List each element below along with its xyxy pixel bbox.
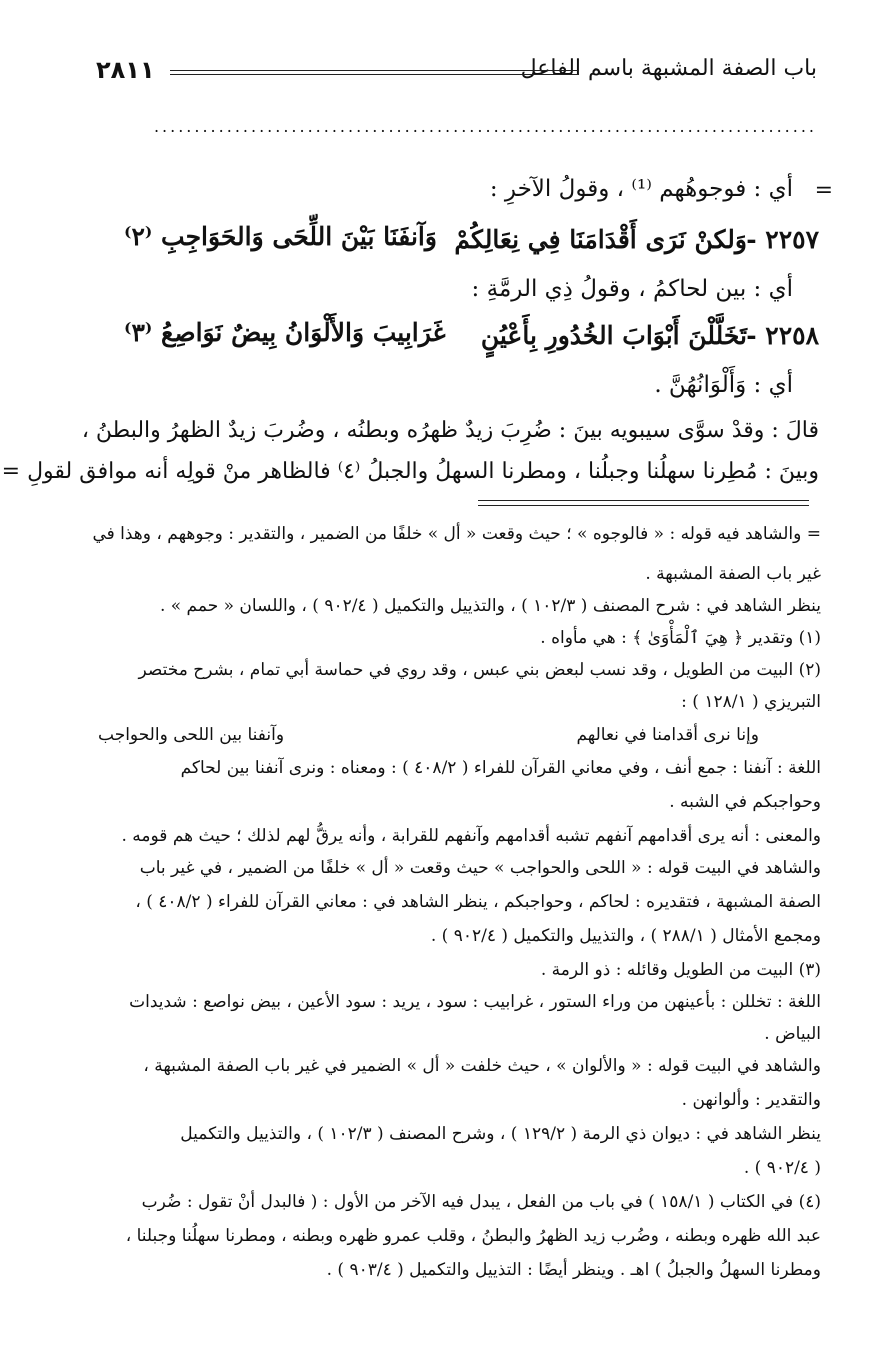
verse-2257-first-hemistich: وَلكنْ نَرَى أَقْدَامَنَا فِي نِعَالِكُمْ xyxy=(454,225,747,254)
footnote-1: (١) وتقدير ﴿ هِيَ ٱلْمَأْوَىٰ ﴾ : هي مأواه . xyxy=(540,628,821,648)
footnote-line: ( ٩٠٢/٤ ) . xyxy=(743,1158,821,1178)
verse-2257-second-hemistich: وَآنفَنَا بَيْنَ اللِّحَى وَالحَوَاجِبِ ⁽٢⁾ xyxy=(124,222,437,251)
footnote-line: ينظر الشاهد في : ديوان ذي الرمة ( ١٢٩/٢ ) ، وشرح المصنف ( ١٠٢/٣ ) ، والتذييل والتكميل xyxy=(180,1124,821,1144)
footnote-line: ينظر الشاهد في : شرح المصنف ( ١٠٢/٣ ) ، والتذييل والتكميل ( ٩٠٢/٤ ) ، واللسان « حمم » . xyxy=(159,596,821,616)
footnote-line: والتقدير : وألوانهن . xyxy=(681,1090,821,1110)
footnote-separator xyxy=(478,500,809,506)
verse-number-2257: ٢٢٥٧ - xyxy=(746,225,819,254)
footnote-verse-second: وآنفنا بين اللحى والحواجب xyxy=(98,725,285,745)
footnote-line: البياض . xyxy=(764,1024,821,1044)
page-number: ٢٨١١ xyxy=(96,56,155,84)
footnote-line: غير باب الصفة المشبهة . xyxy=(645,564,821,584)
footnote-3: (٣) البيت من الطويل وقائله : ذو الرمة . xyxy=(540,960,821,980)
footnote-line: والشاهد في البيت قوله : « اللحى والحواجب » حيث وقعت « أل » خلفًا من الضمير ، في غير باب xyxy=(139,858,821,878)
running-title: باب الصفة المشبهة باسم الفاعل xyxy=(520,56,817,81)
verse-number-2258: ٢٢٥٨ - xyxy=(746,321,819,350)
text-line-3: أي : وَأَلْوَانُهُنَّ . xyxy=(654,372,793,398)
page-header xyxy=(96,56,817,96)
text-line-1: أي : فوجوهُهم ⁽¹⁾ ، وقولُ الآخرِ : xyxy=(489,176,793,202)
header-rule xyxy=(170,70,579,75)
footnote-line: التبريزي ( ١٢٨/١ ) : xyxy=(681,692,821,712)
continuation-mark: = xyxy=(814,178,833,203)
footnote-line: ومطرنا السهلُ والجبلُ ) اهـ . وينظر أيضًا : التذييل والتكميل ( ٩٠٣/٤ ) . xyxy=(326,1260,821,1280)
footnote-line: وحواجبكم في الشبه . xyxy=(669,792,821,812)
dotted-separator: .................................................................................. xyxy=(153,120,817,134)
footnote-verse-first: وإنا نرى أقدامنا في نعالهم xyxy=(576,725,759,745)
verse-2258-first-hemistich: تَخَلَّلْنَ أَبْوَابَ الخُدُورِ بِأَعْيُنٍ xyxy=(480,321,747,350)
footnote-line: اللغة : آنفنا : جمع أنف ، وفي معاني القرآن للفراء ( ٤٠٨/٢ ) : ومعناه : ونرى آنفنا بين لحاكم xyxy=(180,758,821,778)
footnote-line: والشاهد في البيت قوله : « والألوان » ، حيث خلفت « أل » الضمير في غير باب الصفة المشبهة ، xyxy=(143,1056,821,1076)
verse-2258-second-hemistich: غَرَابِيبَ وَالأَلْوَانُ بِيضٌ نَوَاصِعُ ⁽٣⁾ xyxy=(124,318,446,347)
footnote-line: والمعنى : أنه يرى أقدامهم آنفهم تشبه أقدامهم وآنفهم للقرابة ، وأنه يرقُّ لهم لذلك ؛ حيث هم قومه . xyxy=(121,826,821,846)
text-line-2: أي : بين لحاكمُ ، وقولُ ذِي الرمَّةِ : xyxy=(471,276,793,302)
footnote-line: الصفة المشبهة ، فتقديره : لحاكم ، وحواجبكم ، ينظر الشاهد في : معاني القرآن للفراء ( ٤٠٨/٢ ) ، xyxy=(135,892,821,912)
paragraph-line-2: وبينَ : مُطِرنا سهلُنا وجبلُنا ، ومطرنا السهلُ والجبلُ ⁽٤⁾ فالظاهر منْ قولِه أنه موافق لقولِ = xyxy=(1,459,819,484)
footnote-line: = والشاهد فيه قوله : « فالوجوه » ؛ حيث وقعت « أل » خلفًا من الضمير ، والتقدير : وجوههم ، وهذا في xyxy=(92,524,821,544)
footnote-2: (٢) البيت من الطويل ، وقد نسب لبعض بني عبس ، وقد روي في حماسة أبي تمام ، بشرح مختصر xyxy=(138,660,821,680)
paragraph-line-1: قالَ : وقدْ سوَّى سيبويه بينَ : ضُرِبَ زيدٌ ظهرُه وبطنُه ، وضُربَ زيدٌ الظهرُ والبطنُ ، xyxy=(81,418,819,443)
footnote-4: (٤) في الكتاب ( ١٥٨/١ ) في باب من الفعل ، يبدل فيه الآخر من الأول : ( فالبدل أنْ تقول : ضُرب xyxy=(141,1192,821,1212)
footnote-line: اللغة : تخللن : بأعينهن من وراء الستور ، غرابيب : سود ، يريد : سود الأعين ، بيض نواصع : شديدات xyxy=(129,992,821,1012)
footnote-line: عبد الله ظهره وبطنه ، وضُرب زيد الظهرُ والبطنُ ، وقلب عمرو ظهره وبطنه ، ومطرنا سهلُنا وجبلنا ، xyxy=(125,1226,821,1246)
footnote-line: ومجمع الأمثال ( ٢٨٨/١ ) ، والتذييل والتكميل ( ٩٠٢/٤ ) . xyxy=(430,926,821,946)
